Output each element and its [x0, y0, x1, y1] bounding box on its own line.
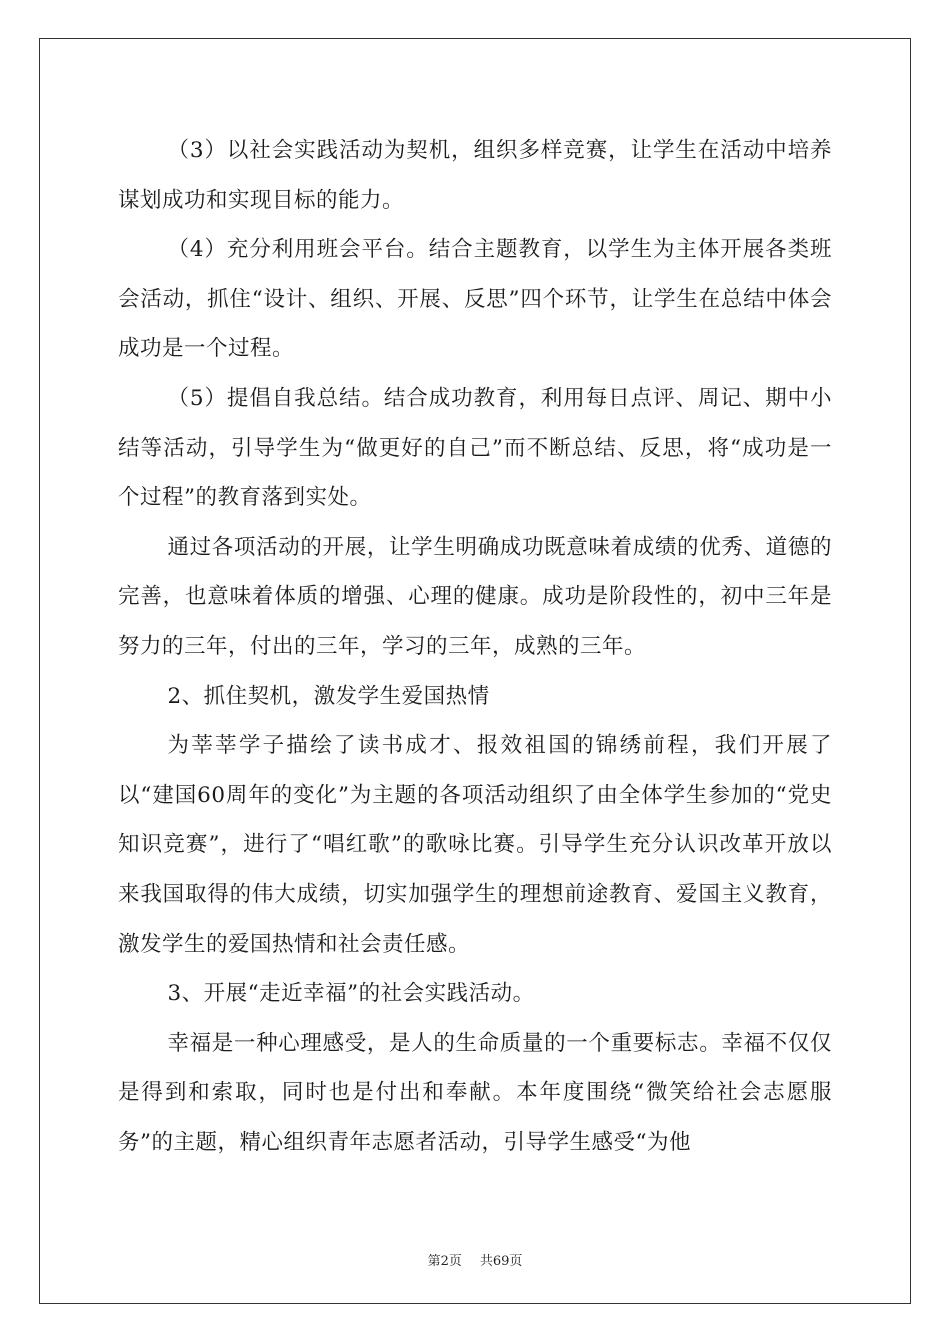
paragraph-activities-summary: 通过各项活动的开展，让学生明确成功既意味着成绩的优秀、道德的完善，也意味着体质的增强、心理的健康。成功是阶段性的，初中三年是努力的三年，付出的三年，学习的三年，成熟的三年。 — [118, 534, 832, 659]
page-number: 第2页 — [427, 1254, 462, 1269]
paragraph-patriotism: 为莘莘学子描绘了读书成才、报效祖国的锦绣前程，我们开展了以“建国60周年的变化”为主题的各项活动组织了由全体学生参加的“党史知识竞赛”，进行了“唱红歌”的歌咏比赛。引导学生充分认识改革开放以来我国取得的伟大成绩，切实加强学生的理想前途教育、爱国主义教育，激发学生的爱国热情和社会责任感。 — [118, 733, 832, 957]
page-footer — [0, 1250, 950, 1269]
paragraph-4-class-meeting: （4）充分利用班会平台。结合主题教育，以学生为主体开展各类班会活动，抓住“设计、组织、开展、反思”四个环节，让学生在总结中体会成功是一个过程。 — [118, 237, 832, 362]
paragraph-3-social-practice: （3）以社会实践活动为契机，组织多样竞赛，让学生在活动中培养谋划成功和实现目标的能力。 — [118, 138, 832, 213]
section-heading-happiness: 3、开展“走近幸福”的社会实践活动。 — [167, 981, 535, 1007]
paragraph-happiness: 幸福是一种心理感受，是人的生命质量的一个重要标志。幸福不仅仅是得到和索取，同时也是付出和奉献。本年度围绕“微笑给社会志愿服务”的主题，精心组织青年志愿者活动，引导学生感受“为他 — [118, 1030, 832, 1155]
document-body — [118, 126, 832, 1167]
paragraph-5-self-summary: （5）提倡自我总结。结合成功教育，利用每日点评、周记、期中小结等活动，引导学生为“做更好的自己”而不断总结、反思，将“成功是一个过程”的教育落到实处。 — [118, 385, 832, 511]
section-heading-patriotism: 2、抓住契机，激发学生爱国热情 — [167, 683, 490, 709]
page-total: 共69页 — [479, 1254, 523, 1269]
